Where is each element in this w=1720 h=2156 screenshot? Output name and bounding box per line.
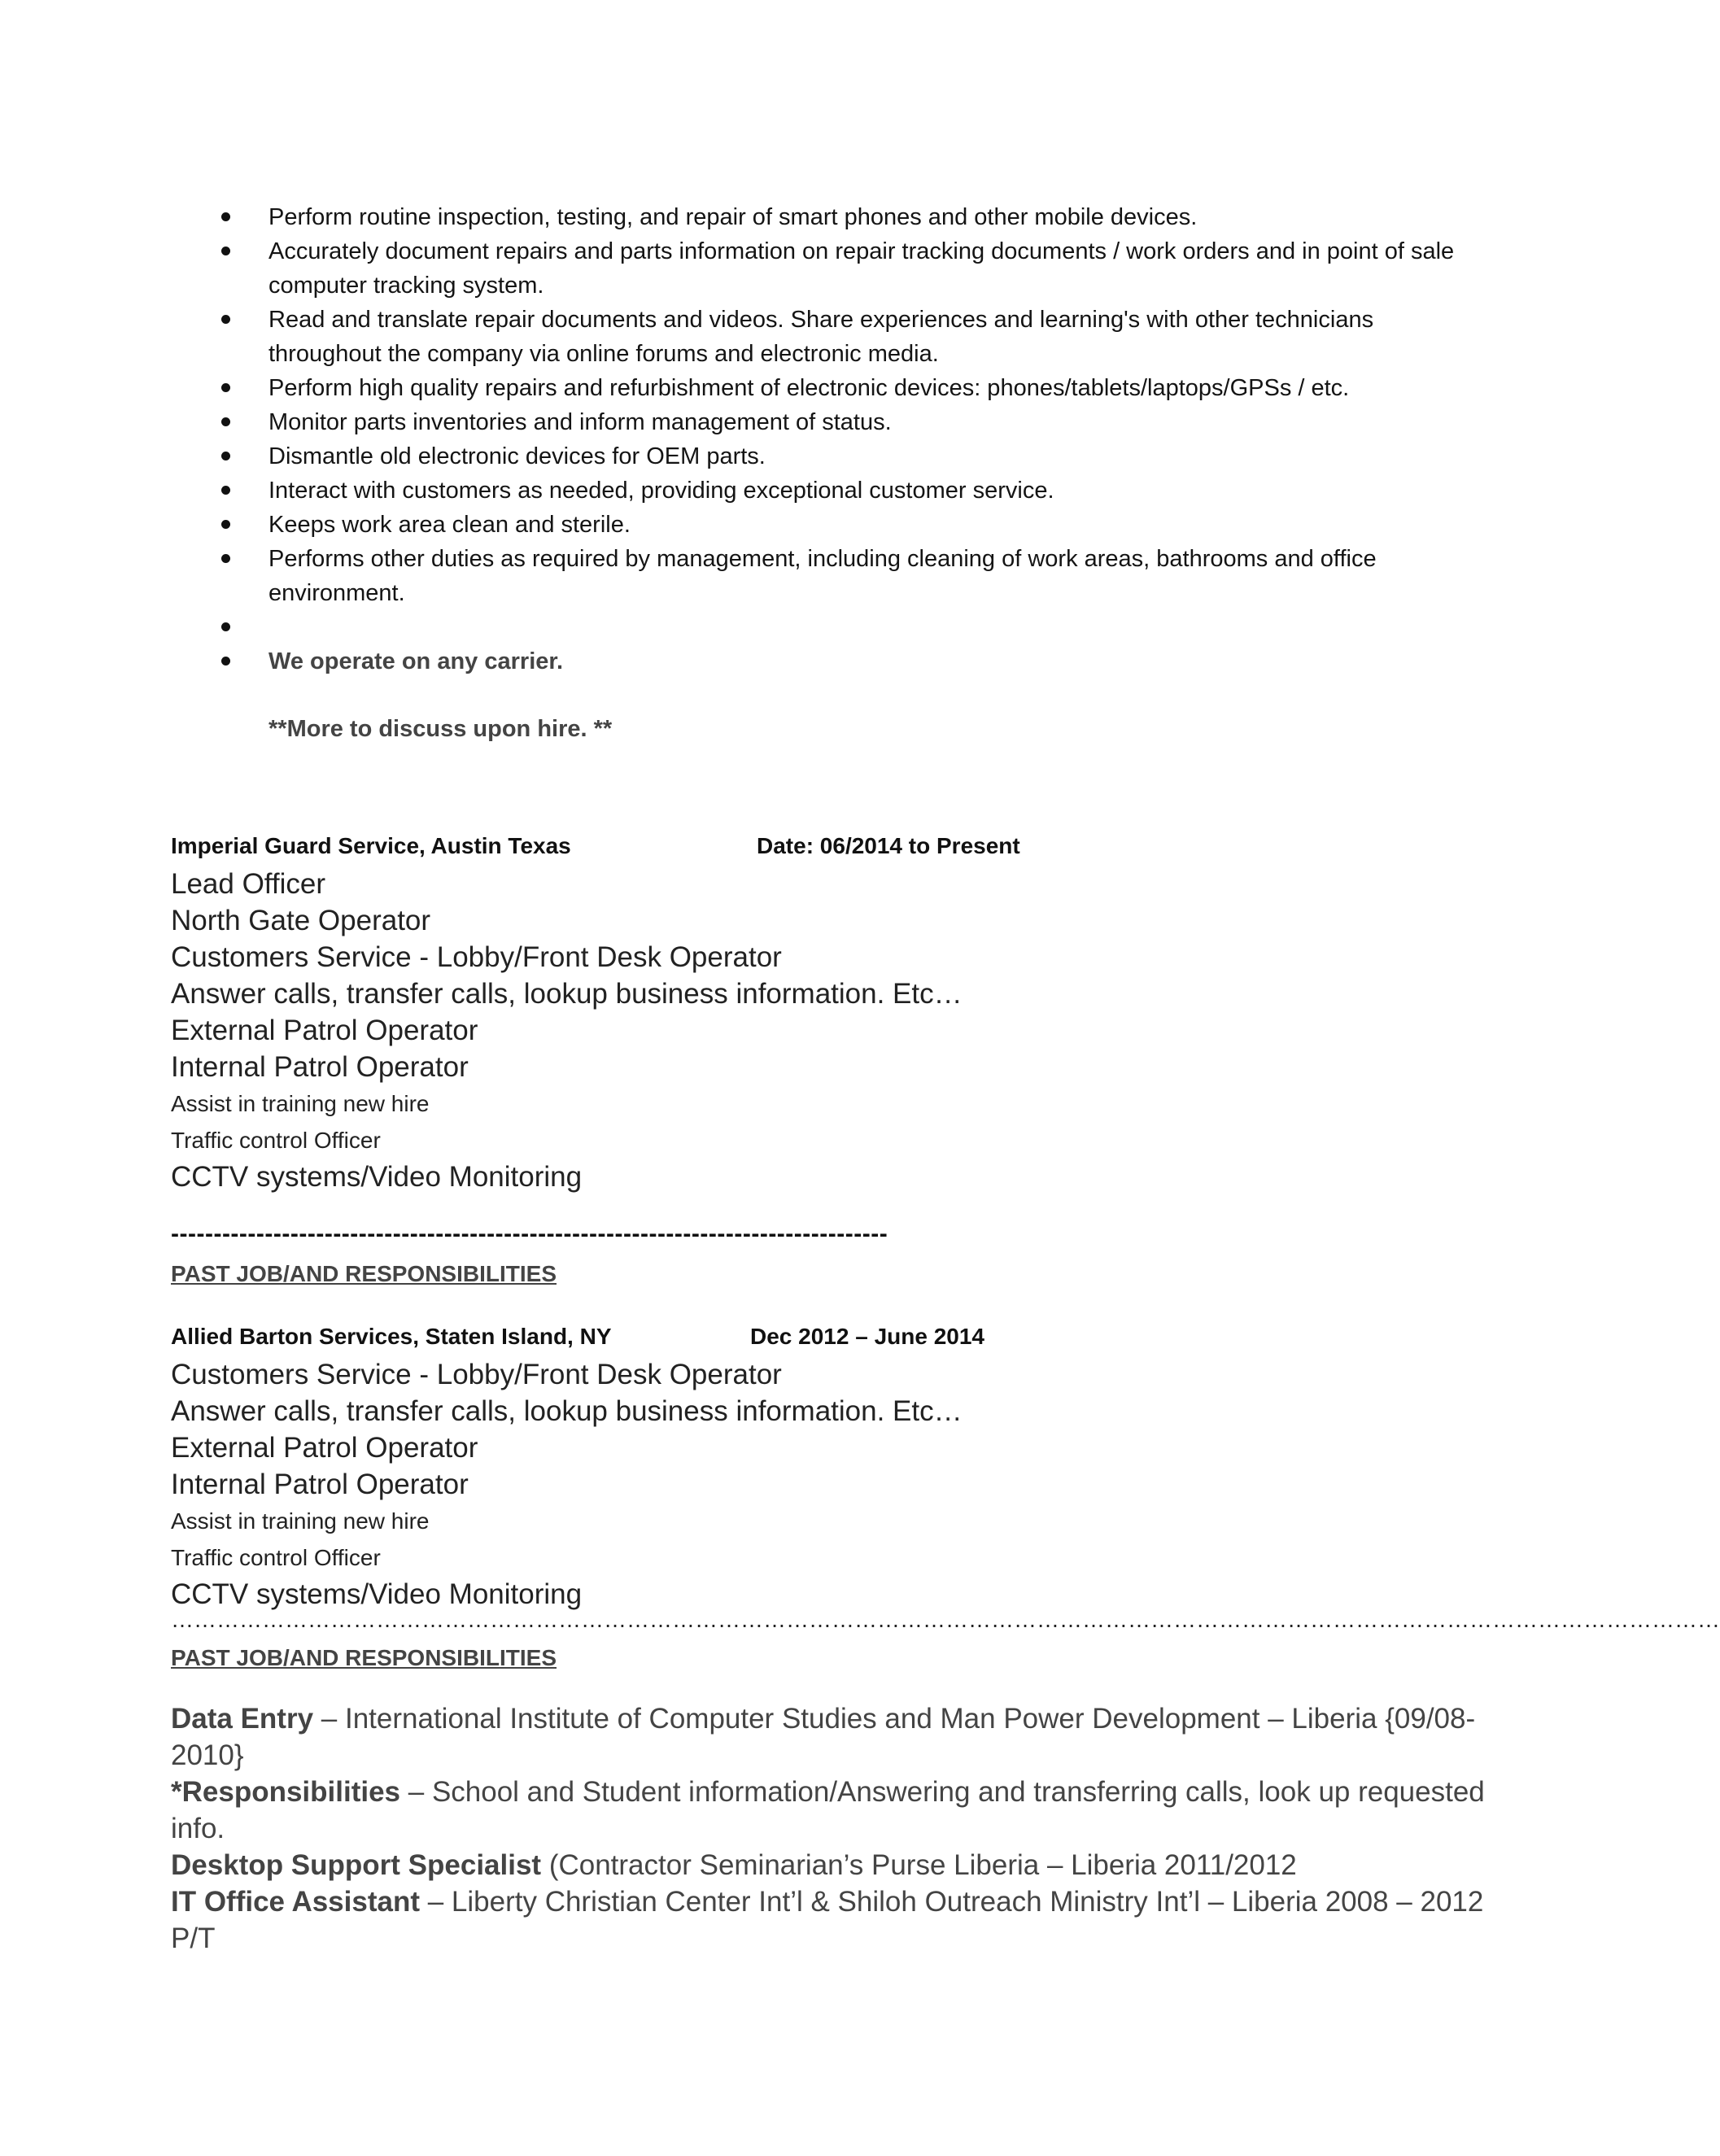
- duties-bullet-list: [0, 200, 1666, 679]
- list-item: We operate on any carrier.: [0, 644, 1666, 679]
- bullet-icon: [221, 452, 230, 460]
- list-item: Performs other duties as required by management, including cleaning of work areas, bathrooms and office environment.: [0, 542, 1666, 610]
- duty-line: Internal Patrol Operator: [171, 1469, 469, 1500]
- position-title: *Responsibilities: [171, 1776, 401, 1808]
- bullet-icon: [221, 247, 230, 255]
- duty-line: Customers Service - Lobby/Front Desk Operator: [171, 1359, 782, 1390]
- duty-line: External Patrol Operator: [171, 1015, 478, 1046]
- duty-line: Answer calls, transfer calls, lookup business information. Etc…: [171, 1395, 963, 1427]
- duty-line: North Gate Operator: [171, 905, 431, 936]
- past-jobs-heading: PAST JOB/AND RESPONSIBILITIES: [171, 1645, 557, 1670]
- bullet-icon: [221, 315, 230, 324]
- list-item: Perform high quality repairs and refurbishment of electronic devices: phones/tablets/laptops/GPSs / etc.: [0, 371, 1666, 405]
- position-details: (Contractor Seminarian’s Purse Liberia – Liberia 2011/2012: [541, 1849, 1297, 1881]
- duty-line: Traffic control Officer: [171, 1128, 381, 1153]
- duty-line: External Patrol Operator: [171, 1432, 478, 1464]
- bullet-icon: [221, 554, 230, 563]
- duty-line: Traffic control Officer: [171, 1545, 381, 1570]
- list-item: Interact with customers as needed, providing exceptional customer service.: [0, 474, 1666, 508]
- company-name: Allied Barton Services, Staten Island, NY: [171, 1324, 612, 1349]
- job-header: [171, 833, 1505, 866]
- duty-line: Assist in training new hire: [171, 1508, 430, 1534]
- bullet-icon: [221, 486, 230, 495]
- past-position-desktop-support: [171, 1847, 1505, 1883]
- job-allied-barton: [171, 1324, 1505, 1613]
- list-item: Keeps work area clean and sterile.: [0, 508, 1666, 542]
- list-item: Read and translate repair documents and videos. Share experiences and learning's with other technicians throughout the company via online forums and electronic media.: [0, 303, 1666, 371]
- past-position-it-assistant: [171, 1883, 1505, 1957]
- position-details: – Liberty Christian Center Int’l & Shiloh Outreach Ministry Int’l – Liberia 2008 – 2012 P/T: [171, 1886, 1484, 1954]
- position-title: Desktop Support Specialist: [171, 1849, 542, 1881]
- past-position-responsibilities: [171, 1774, 1505, 1847]
- job-header: [171, 1324, 1505, 1356]
- duty-line: Internal Patrol Operator: [171, 1051, 469, 1083]
- position-title: Data Entry: [171, 1703, 314, 1735]
- job-imperial-guard: [171, 833, 1505, 1195]
- list-item: Accurately document repairs and parts information on repair tracking documents / work orders and in point of sale computer tracking system.: [0, 234, 1666, 303]
- duty-line: CCTV systems/Video Monitoring: [171, 1578, 583, 1610]
- bullet-icon: [221, 417, 230, 426]
- bullet-icon: [221, 657, 230, 666]
- hire-note: **More to discuss upon hire. **: [268, 716, 613, 742]
- bullet-icon: [221, 622, 230, 631]
- company-name: Imperial Guard Service, Austin Texas: [171, 833, 571, 858]
- bullet-icon: [221, 520, 230, 529]
- bullet-icon: [221, 383, 230, 392]
- list-item: Dismantle old electronic devices for OEM parts.: [0, 439, 1666, 474]
- past-position-data-entry: [171, 1700, 1505, 1774]
- dotted-separator: ……………………………………………………………………………………………………………………………………………………………………………………: [171, 1607, 1720, 1632]
- duty-line: Lead Officer: [171, 868, 326, 900]
- list-item: Perform routine inspection, testing, and repair of smart phones and other mobile devices.: [0, 200, 1666, 234]
- duty-line: Assist in training new hire: [171, 1091, 430, 1116]
- job-date: Date: 06/2014 to Present: [757, 833, 1020, 858]
- position-details: – School and Student information/Answering and transferring calls, look up requested info.: [171, 1776, 1485, 1844]
- duty-line: Customers Service - Lobby/Front Desk Operator: [171, 941, 782, 973]
- list-item: Monitor parts inventories and inform management of status.: [0, 405, 1666, 439]
- dashed-separator: ------------------------------------------------------------------------------------: [171, 1220, 888, 1247]
- past-jobs-heading: PAST JOB/AND RESPONSIBILITIES: [171, 1261, 557, 1286]
- duty-line: CCTV systems/Video Monitoring: [171, 1161, 583, 1193]
- position-title: IT Office Assistant: [171, 1886, 420, 1918]
- job-date: Dec 2012 – June 2014: [750, 1324, 984, 1349]
- duty-line: Answer calls, transfer calls, lookup business information. Etc…: [171, 978, 963, 1010]
- bullet-icon: [221, 212, 230, 221]
- past-positions: [171, 1700, 1505, 1957]
- list-item-empty: [0, 610, 1666, 644]
- position-details: – International Institute of Computer Studies and Man Power Development – Liberia {09/08-2010}: [171, 1703, 1476, 1771]
